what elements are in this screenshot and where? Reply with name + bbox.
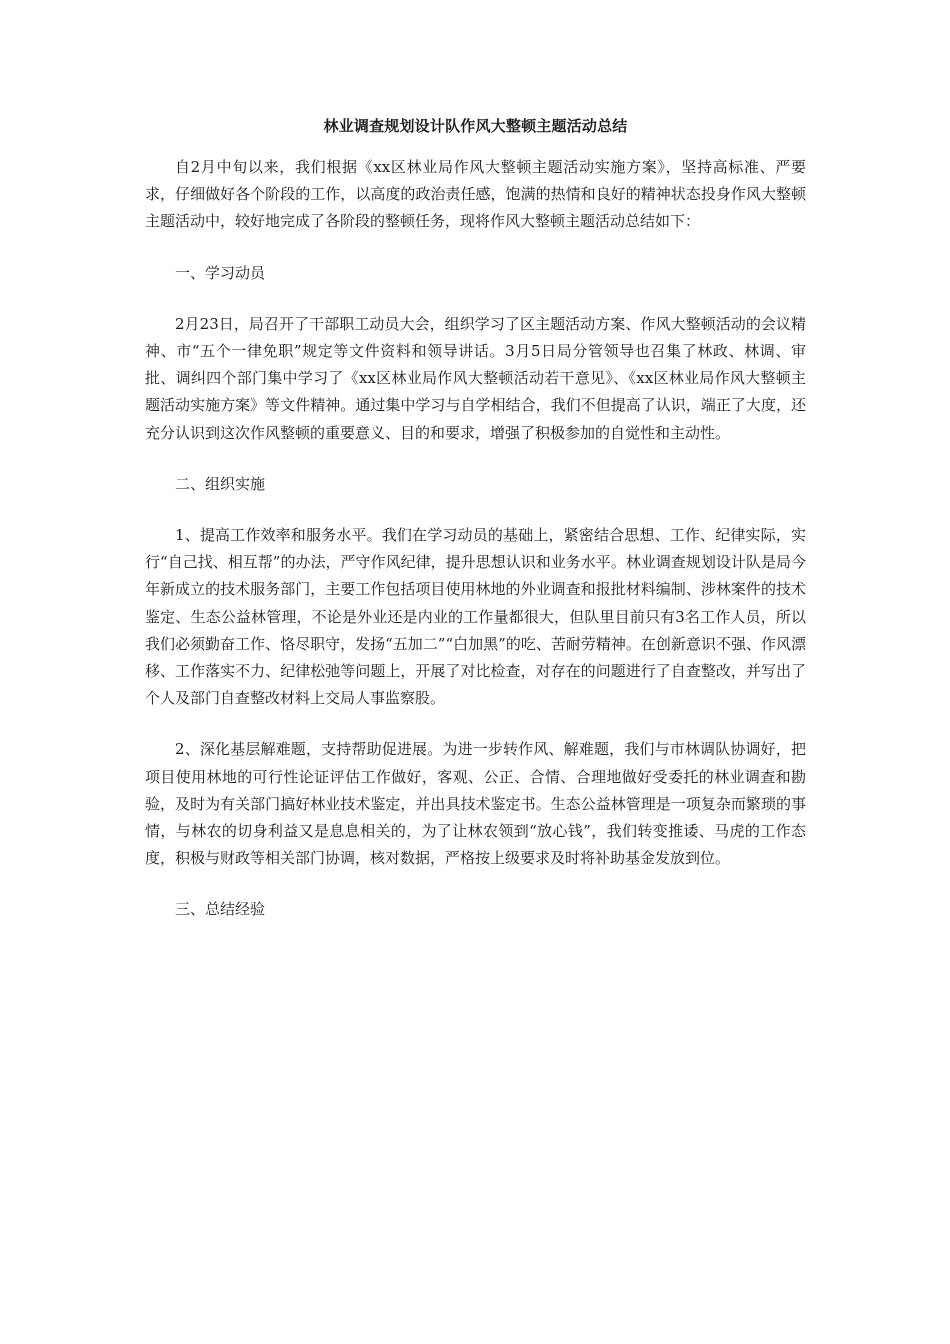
section-item-grassroots: 2、深化基层解难题，支持帮助促进展。为进一步转作风、解难题，我们与市林调队协调好，把项目使用林地的可行性论证评估工作做好，客观、公正、合情、合理地做好受委托的林业调查和勘验，及时为有关部门搞好林业技术鉴定，并出具技术鉴定书。生态公益林管理是一项复杂而繁琐的事情，与林农的切身利益又是息息相关的，为了让林农领到“放心钱”，我们转变推诿、马虎的工作态度，积极与财政等相关部门协调，核对数据，严格按上级要求及时将补助基金发放到位。 <box>145 740 806 868</box>
section-heading-study: 一、学习动员 <box>175 263 266 282</box>
section-item-efficiency: 1、提高工作效率和服务水平。我们在学习动员的基础上，紧密结合思想、工作、纪律实际，实行“自己找、相互帮”的办法，严守作风纪律，提升思想认识和业务水平。林业调查规划设计队是局今年新成立的技术服务部门，主要工作包括项目使用林地的外业调查和报批材料编制、涉林案件的技术鉴定、生态公益林管理，不论是外业还是内业的工作量都很大，但队里目前只有3名工作人员，所以我们必须勤奋工作、恪尽职守，发扬“五加二”“白加黑”的吃、苦耐劳精神。在创新意识不强、作风漂移、工作落实不力、纪律松弛等问题上，开展了对比检查，对存在的问题进行了自查整改，并写出了个人及部门自查整改材料上交局人事监察股。 <box>145 526 806 708</box>
section-body-study: 2月23日，局召开了干部职工动员大会，组织学习了区主题活动方案、作风大整顿活动的会议精神、市“五个一律免职”规定等文件资料和领导讲话。3月5日局分管领导也召集了林政、林调、审批、调纠四个部门集中学习了《xx区林业局作风大整顿活动若干意见》、《xx区林业局作风大整顿主题活动实施方案》等文件精神。通过集中学习与自学相结合，我们不但提高了认识，端正了大度，还充分认识到这次作风整顿的重要意义、目的和要求，增强了积极参加的自觉性和主动性。 <box>145 314 806 442</box>
section-heading-summary: 三、总结经验 <box>175 900 266 919</box>
intro-paragraph: 自2月中旬以来，我们根据《xx区林业局作风大整顿主题活动实施方案》，坚持高标准、严要求，仔细做好各个阶段的工作，以高度的政治责任感，饱满的热情和良好的精神状态投身作风大整顿主题活动中，较好地完成了各阶段的整顿任务，现将作风大整顿主题活动总结如下： <box>145 158 806 231</box>
section-heading-implementation: 二、组织实施 <box>175 474 266 493</box>
document-title: 林业调查规划设计队作风大整顿主题活动总结 <box>323 117 628 135</box>
document-page <box>145 112 806 948</box>
